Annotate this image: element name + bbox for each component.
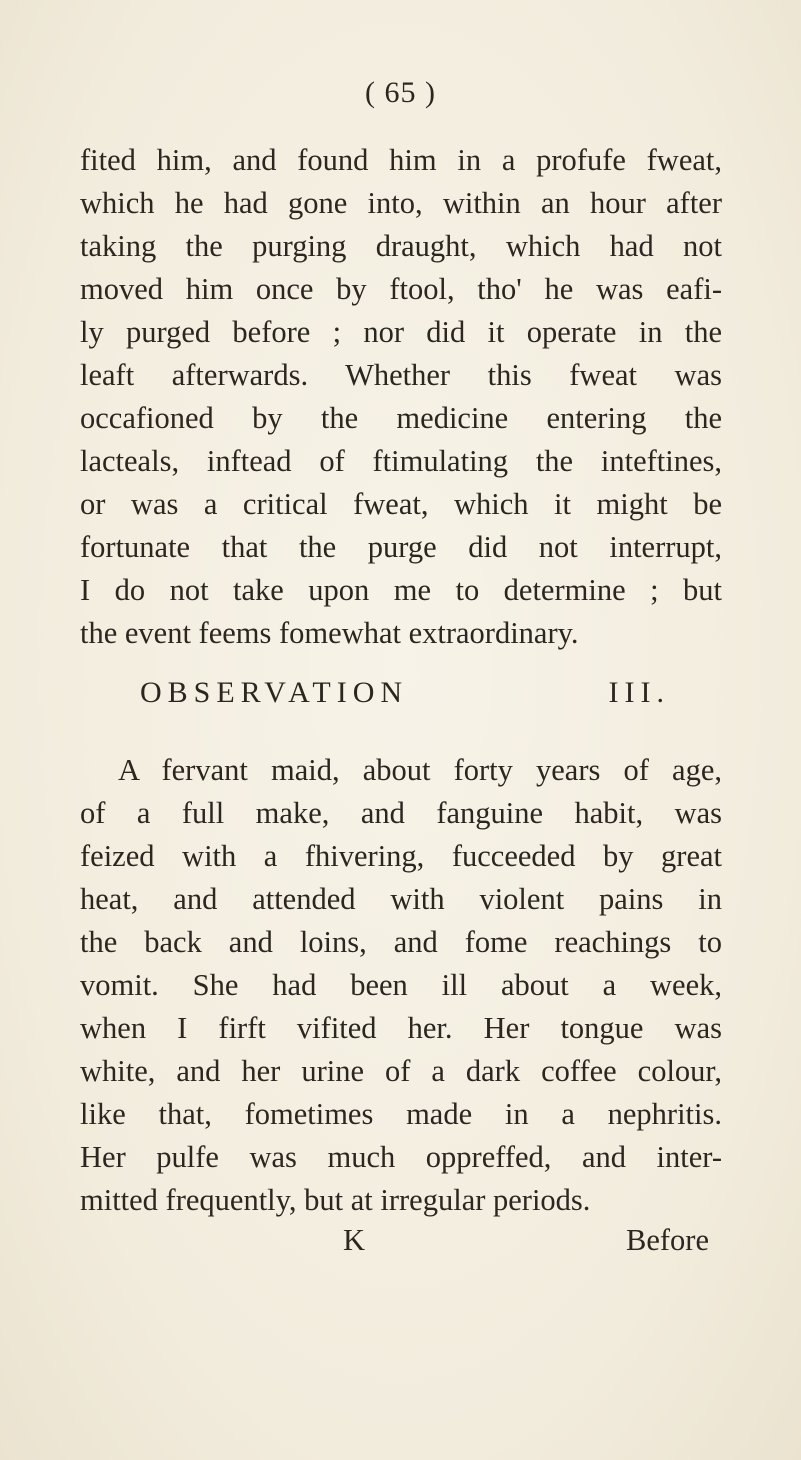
text-line: occafioned by the medicine entering the: [80, 401, 722, 435]
text-line: vomit. She had been ill about a week,: [80, 968, 722, 1002]
text-line: the back and loins, and fome reachings to: [80, 925, 722, 959]
signature-mark: K: [343, 1223, 366, 1257]
text-line: when I firft vifited her. Her tongue was: [80, 1011, 722, 1045]
text-line: lacteals, inftead of ftimulating the inteftines,: [80, 444, 722, 478]
text-line: mitted frequently, but at irregular periods.: [80, 1183, 591, 1217]
text-line: ly purged before ; nor did it operate in the: [80, 315, 722, 349]
page-number: ( 65 ): [365, 76, 436, 109]
text-line: or was a critical fweat, which it might be: [80, 487, 722, 521]
text-line: heat, and attended with violent pains in: [80, 882, 722, 916]
text-line: taking the purging draught, which had not: [80, 229, 722, 263]
catchword: Before: [626, 1223, 709, 1257]
page-footer: [0, 1223, 801, 1263]
text-line: fortunate that the purge did not interrupt,: [80, 530, 722, 564]
text-line: feized with a fhivering, fucceeded by great: [80, 839, 722, 873]
text-line: like that, fometimes made in a nephritis.: [80, 1097, 722, 1131]
text-line: the event feems fomewhat extraordinary.: [80, 616, 579, 650]
text-line: Her pulfe was much oppreffed, and inter-: [80, 1140, 722, 1174]
text-line: of a full make, and fanguine habit, was: [80, 796, 722, 830]
text-line: I do not take upon me to determine ; but: [80, 573, 722, 607]
text-line: fited him, and found him in a profufe fweat,: [80, 143, 722, 177]
text-line: leaft afterwards. Whether this fweat was: [80, 358, 722, 392]
section-heading: OBSERVATION III.: [140, 676, 670, 709]
text-line: white, and her urine of a dark coffee colour,: [80, 1054, 722, 1088]
text-line: which he had gone into, within an hour after: [80, 186, 722, 220]
text-line: A fervant maid, about forty years of age,: [118, 753, 722, 787]
text-line: moved him once by ftool, tho' he was eafi-: [80, 272, 722, 306]
